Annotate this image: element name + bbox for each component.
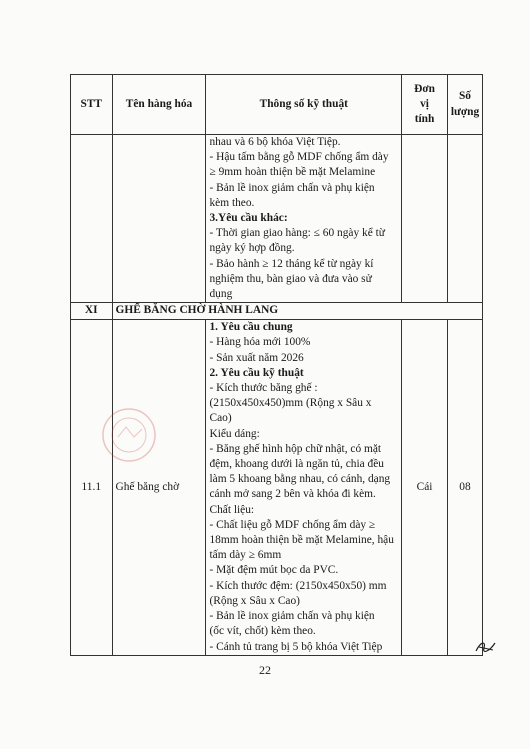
spec-heading: 3.Yêu cầu khác: (209, 212, 288, 225)
header-stt: STT (71, 75, 113, 135)
spec-heading: 1. Yêu cầu chung (209, 321, 293, 334)
spec-line: Cao) (209, 412, 232, 425)
spec-line: - Thời gian giao hàng: ≤ 60 ngày kể từ (209, 227, 385, 240)
spec-line: - Hậu tấm bằng gỗ MDF chống ẩm dày (209, 151, 389, 164)
spec-line: nghiệm thu, bàn giao và đưa vào sử (209, 272, 372, 285)
section-title: GHẾ BĂNG CHỜ HÀNH LANG (112, 303, 482, 320)
spec-line: tấm dày ≥ 6mm (209, 549, 282, 562)
spec-line: đệm, khoang dưới là ngăn tủ, chia đều (209, 458, 384, 471)
header-quantity-line: lượng (450, 105, 480, 118)
spec-line: (Rộng x Sâu x Cao) (209, 594, 300, 607)
continued-stt-cell (71, 135, 113, 303)
spec-line: - Bản lề inox giảm chấn và phụ kiện (209, 181, 375, 194)
spec-line: - Băng ghế hình hộp chữ nhật, có mặt (209, 442, 382, 455)
spec-line: nhau và 6 bộ khóa Việt Tiệp. (209, 136, 341, 148)
item-quantity: 08 (447, 320, 482, 655)
spec-line: - Bảo hành ≥ 12 tháng kể từ ngày kí (209, 257, 374, 270)
spec-line: ngày ký hợp đồng. (209, 242, 295, 255)
spec-line: - Chất liệu gỗ MDF chống ẩm dày ≥ (209, 518, 376, 531)
spec-line: - Mặt đệm mút bọc da PVC. (209, 564, 339, 577)
spec-line: dụng (209, 288, 233, 301)
spec-line: - Hàng hóa mới 100% (209, 336, 311, 349)
header-unit-line: Đơn (414, 82, 435, 95)
spec-line: - Kích thước đệm: (2150x450x50) mm (209, 579, 387, 592)
spec-line: cánh mở sang 2 bên và khóa đi kèm. (209, 488, 376, 501)
continued-name-cell (112, 135, 206, 303)
spec-line: (ốc vít, chốt) kèm theo. (209, 625, 316, 638)
spec-line: Kiểu dáng: (209, 427, 260, 440)
spec-line: - Cánh tủ trang bị 5 bộ khóa Việt Tiệp (209, 640, 383, 653)
header-specification: Thông số kỹ thuật (206, 75, 402, 135)
specification-table (70, 74, 483, 656)
header-unit-line: tính (414, 113, 435, 126)
initial-signature-mark (473, 637, 499, 657)
spec-line: kèm theo. (209, 196, 255, 209)
faint-seal-stamp (96, 405, 162, 465)
spec-line: Chất liệu: (209, 503, 255, 516)
item-spec-cell (206, 320, 402, 655)
spec-line: - Bản lề inox giảm chấn và phụ kiện (209, 610, 375, 623)
item-name: Ghế băng chờ (112, 320, 206, 655)
spec-line: (2150x450x450)mm (Rộng x Sâu x (209, 397, 372, 410)
header-item-name: Tên hàng hóa (112, 75, 206, 135)
item-unit: Cái (402, 320, 448, 655)
continued-qty-cell (447, 135, 482, 303)
header-quantity (447, 75, 482, 135)
page-number: 22 (259, 663, 271, 677)
header-unit (402, 75, 448, 135)
section-row (71, 303, 483, 320)
spec-line: - Kích thước băng ghế : (209, 382, 318, 395)
continued-unit-cell (402, 135, 448, 303)
continued-spec-cell (206, 135, 402, 303)
continued-row (71, 135, 483, 303)
spec-line: làm 5 khoang bằng nhau, có cánh, dạng (209, 473, 391, 486)
spec-heading: 2. Yêu cầu kỹ thuật (209, 366, 304, 379)
spec-line: - Sản xuất năm 2026 (209, 351, 304, 364)
header-unit-line: vị (420, 97, 429, 110)
section-number: XI (71, 303, 113, 320)
header-quantity-line: Số (458, 90, 471, 103)
spec-line: ≥ 9mm hoàn thiện bề mặt Melamine (209, 166, 376, 179)
item-stt: 11.1 (71, 320, 113, 655)
item-row (71, 320, 483, 655)
table-header-row (71, 75, 483, 135)
spec-line: 18mm hoàn thiện bề mặt Melamine, hậu (209, 534, 394, 547)
